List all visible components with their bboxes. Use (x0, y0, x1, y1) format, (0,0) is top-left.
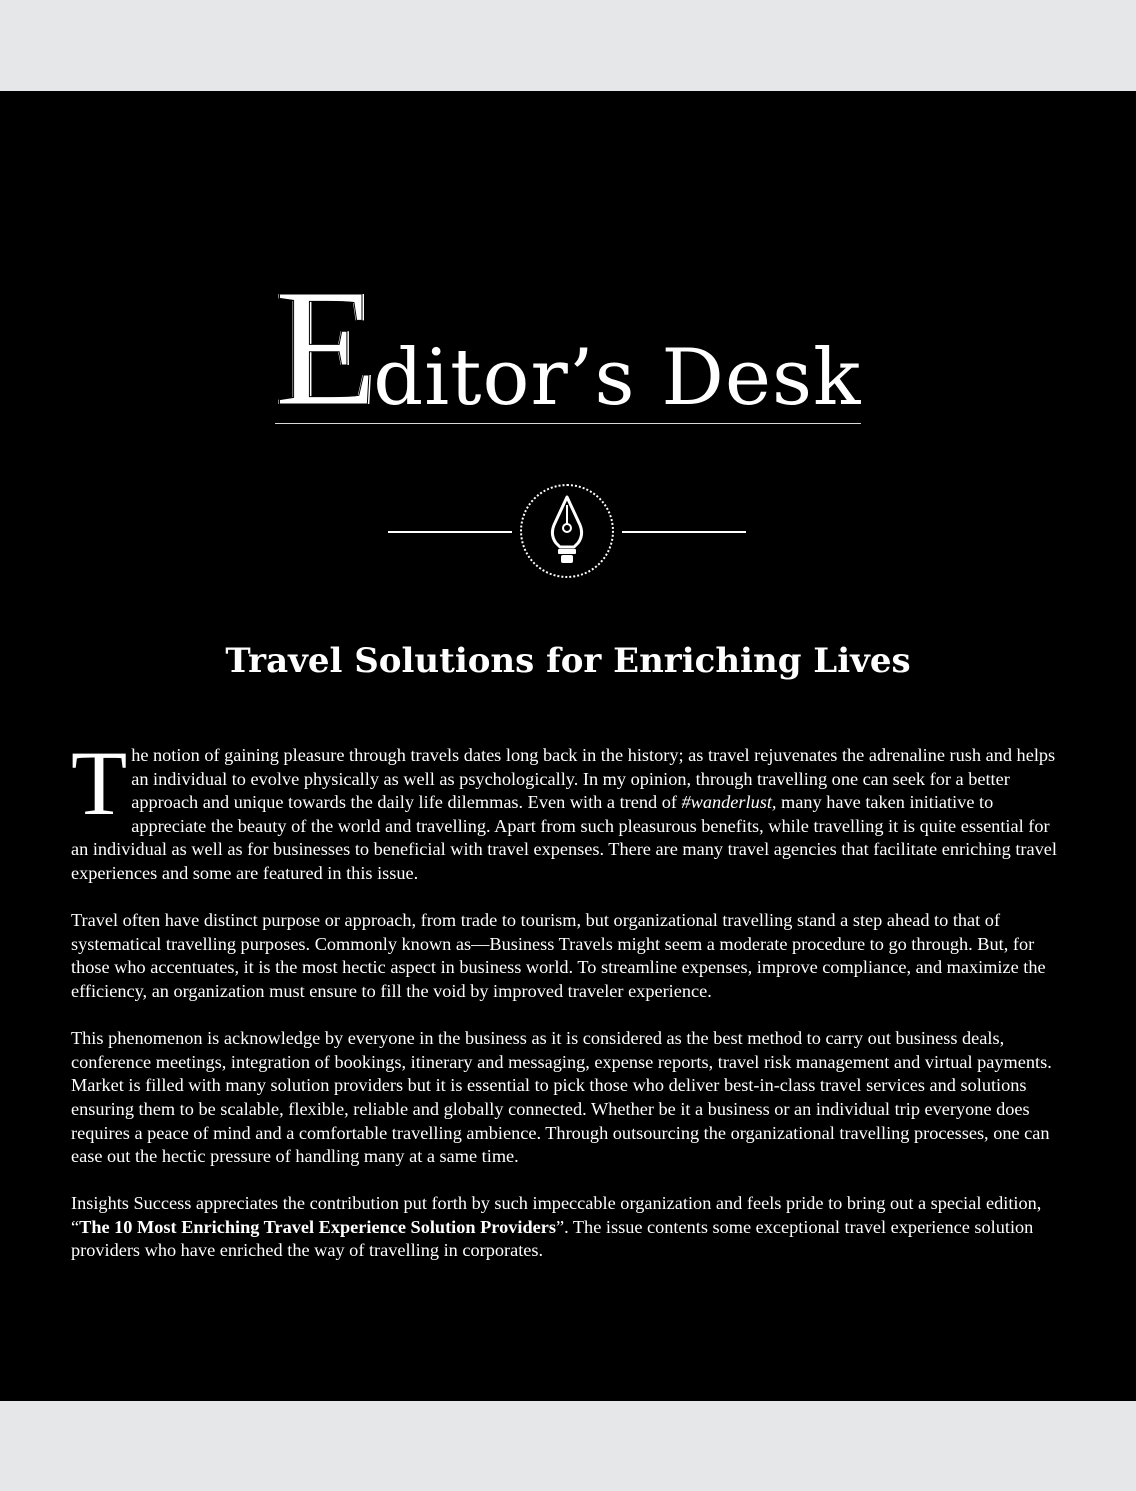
hashtag-wanderlust: #wanderlust, (681, 792, 777, 813)
masthead-rest: ditor’s Desk (373, 333, 862, 423)
edition-title: The 10 Most Enriching Travel Experience Solution Providers (79, 1216, 556, 1237)
masthead (0, 255, 1136, 441)
paragraph-4-text-b: ”. The issue contents some exceptional travel experience solution providers who have enriched the way of travelling in corporates. (71, 1216, 1034, 1261)
paragraph-4-text-a: Insights Success appreciates the contribution put forth by such impeccable organization and feels pride to bring out a special edition, “ (71, 1193, 1042, 1237)
paragraph-4 (71, 1192, 1067, 1263)
fountain-pen-nib-icon (388, 483, 746, 581)
masthead-title (274, 255, 862, 441)
drop-cap: T (71, 732, 128, 834)
paragraph-1-text-b: many have taken initiative to appreciate the beauty of the world and travelling. Apart from such pleasurous benefits, while travelling it is quite essential for an individual as well as for businesses to beneficial with travel expenses. There are many travel agencies that facilitate enriching travel experiences and some are featured in this issue. (71, 792, 1057, 883)
article-subtitle: Travel Solutions for Enriching Lives (225, 641, 911, 681)
masthead-initial: E (274, 255, 374, 441)
paragraph-1 (71, 732, 1067, 886)
paragraph-3: This phenomenon is acknowledge by everyone in the business as it is considered as the best method to carry out business deals, conference meetings, integration of bookings, itinerary and messaging, expense reports, travel risk management and virtual payments. Market is filled with many solution providers but it is essential to pick those who deliver best-in-class travel services and solutions ensuring them to be scalable, flexible, reliable and globally connected. Whether be it a business or an individual trip everyone does requires a peace of mind and a comfortable travelling ambience. Through outsourcing the organizational travelling processes, one can ease out the hectic pressure of handling many at a same time. (71, 1028, 1052, 1167)
pen-ornament (388, 483, 746, 581)
editorial-page (0, 91, 1136, 1401)
paragraph-1-text-a: he notion of gaining pleasure through travels dates long back in the history; as travel rejuvenates the adrenaline rush and helps an individual to evolve physically as well as psychologically. In my opinion, through travelling one can seek for a better approach and unique towards the daily life dilemmas. Even with a trend of (131, 745, 1056, 813)
paragraph-2: Travel often have distinct purpose or approach, from trade to tourism, but organizational travelling stand a step ahead to that of systematical travelling purposes. Commonly known as—Business Travels might seem a moderate procedure to go through. But, for those who accentuates, it is the most hectic aspect in business world. To streamline expenses, improve compliance, and maximize the efficiency, an organization must ensure to fill the void by improved traveler experience. (71, 910, 1046, 1001)
article-body (71, 732, 1067, 1287)
